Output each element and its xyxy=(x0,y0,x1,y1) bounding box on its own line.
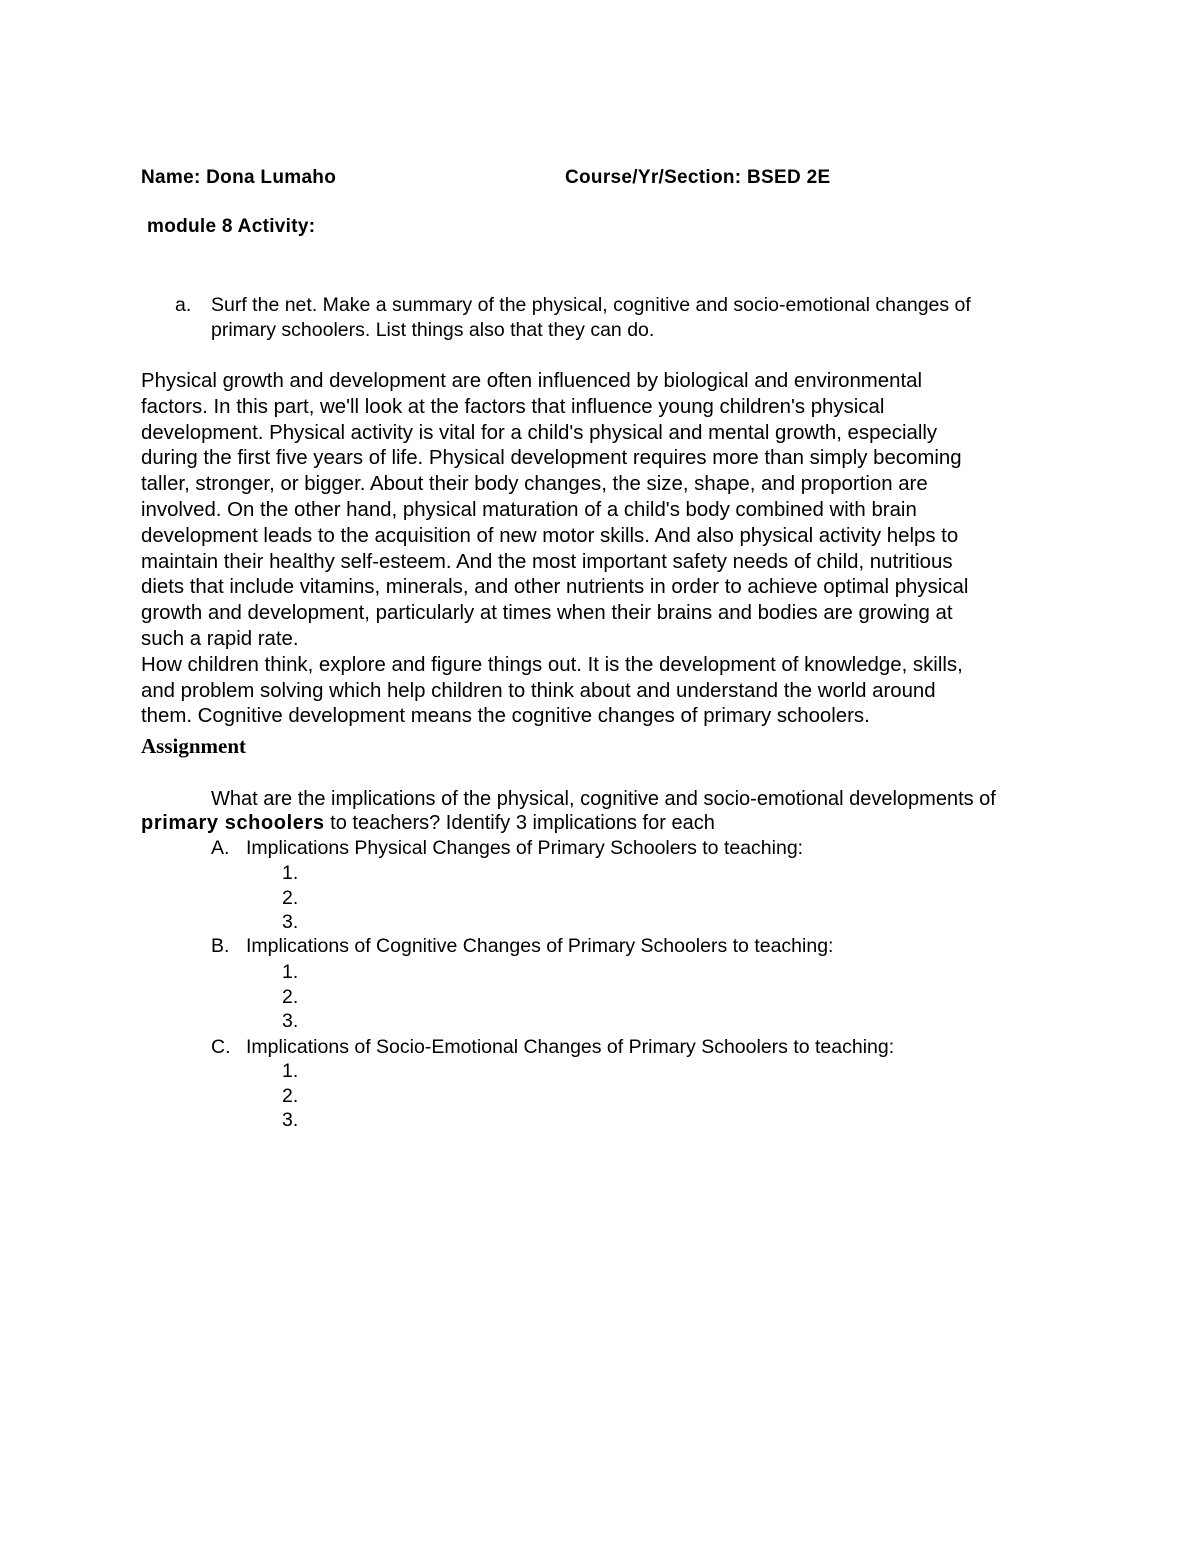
summary-line: development leads to the acquisition of new motor skills. And also physical activity helps to xyxy=(141,524,959,547)
section-c-item: 2. xyxy=(282,1085,299,1107)
section-c-item: 3. xyxy=(282,1109,299,1131)
section-c-marker: C. xyxy=(211,1036,231,1058)
section-b-item: 2. xyxy=(282,986,299,1008)
section-c-item: 1. xyxy=(282,1060,299,1082)
task-line-1: Surf the net. Make a summary of the physical, cognitive and socio-emotional changes of xyxy=(211,294,971,316)
summary-line: growth and development, particularly at times when their brains and bodies are growing at xyxy=(141,602,953,625)
section-c-label: Implications of Socio-Emotional Changes of Primary Schoolers to teaching: xyxy=(246,1036,895,1058)
course-section: Course/Yr/Section: BSED 2E xyxy=(565,167,831,188)
summary-line: development. Physical activity is vital for a child's physical and mental growth, especially xyxy=(141,421,938,444)
section-b-marker: B. xyxy=(211,935,230,957)
summary-line: How children think, explore and figure things out. It is the development of knowledge, skills, xyxy=(141,653,963,676)
section-b-item: 3. xyxy=(282,1010,299,1032)
section-a-item: 3. xyxy=(282,911,299,933)
summary-line: Physical growth and development are often influenced by biological and environmental xyxy=(141,370,922,392)
assignment-question-rest: to teachers? Identify 3 implications for each xyxy=(324,812,715,834)
primary-schoolers-emphasis: primary schoolers xyxy=(141,812,325,834)
section-a-label: Implications Physical Changes of Primary Schoolers to teaching: xyxy=(246,837,804,859)
summary-line: and problem solving which help children to think about and understand the world around xyxy=(141,679,936,702)
section-a-item: 2. xyxy=(282,887,299,909)
summary-line: involved. On the other hand, physical maturation of a child's body combined with brain xyxy=(141,498,917,521)
section-a-item: 1. xyxy=(282,862,299,884)
activity-title: module 8 Activity: xyxy=(147,216,316,237)
summary-line: taller, stronger, or bigger. About their body changes, the size, shape, and proportion are xyxy=(141,473,928,496)
summary-line: them. Cognitive development means the cognitive changes of primary schoolers. xyxy=(141,705,870,728)
assignment-question-line-2 xyxy=(141,811,715,837)
assignment-heading: Assignment xyxy=(141,734,247,758)
assignment-question-line-1: What are the implications of the physical, cognitive and socio-emotional developments of xyxy=(211,788,996,810)
section-b-item: 1. xyxy=(282,961,299,983)
section-b-label: Implications of Cognitive Changes of Primary Schoolers to teaching: xyxy=(246,935,834,957)
summary-line: diets that include vitamins, minerals, and other nutrients in order to achieve optimal physical xyxy=(141,576,969,599)
summary-line: factors. In this part, we'll look at the factors that influence young children's physical xyxy=(141,395,885,418)
summary-paragraph xyxy=(141,369,1071,730)
section-a-marker: A. xyxy=(211,837,230,859)
summary-line: such a rapid rate. xyxy=(141,627,299,650)
student-name: Name: Dona Lumaho xyxy=(141,167,337,188)
task-marker: a. xyxy=(175,294,192,316)
task-line-2: primary schoolers. List things also that they can do. xyxy=(211,319,655,341)
summary-line: maintain their healthy self-esteem. And the most important safety needs of child, nutritious xyxy=(141,550,953,573)
summary-line: during the first five years of life. Physical development requires more than simply becoming xyxy=(141,447,962,470)
